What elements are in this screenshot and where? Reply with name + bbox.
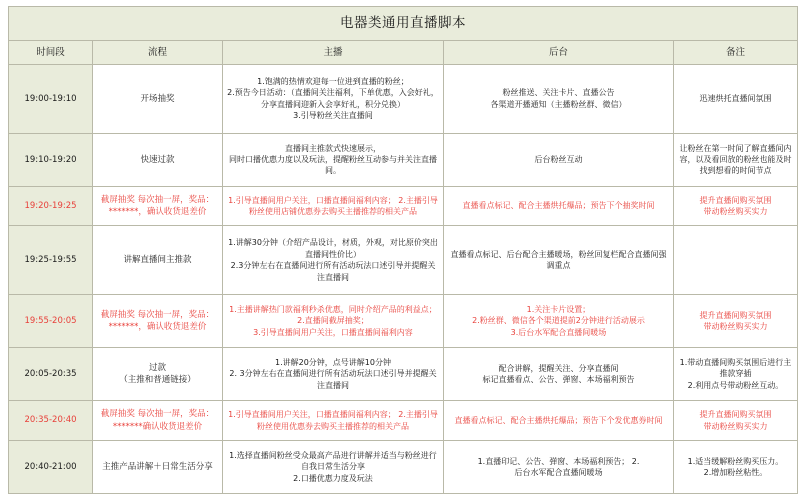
cell-host (223, 401, 444, 441)
cell-backstage-text: 后台粉丝互动 (534, 154, 583, 164)
cell-host-text: 1.引导直播间用户关注，口播直播间福利内容； 2.主播引导粉丝使用优惠券去购买主播推荐的相关产品 (228, 410, 438, 431)
cell-flow (93, 226, 223, 295)
cell-note (674, 294, 798, 347)
cell-note-text: 1.带动直播间购买氛围后进行主推款穿插 2.利用点号带动粉丝互动。 (679, 358, 792, 390)
cell-note (674, 440, 798, 493)
table-row (9, 133, 798, 186)
cell-time (9, 133, 93, 186)
cell-flow-text: 截屏抽奖 每次抽一屏，奖品：*******，确认收货退差价 (100, 309, 215, 332)
cell-time-text: 19:10-19:20 (24, 154, 77, 165)
cell-note (674, 65, 798, 134)
cell-host (223, 186, 444, 226)
cell-flow-text: 开场抽奖 (140, 93, 175, 104)
table-row (9, 401, 798, 441)
cell-host-text: 1.选择直播间粉丝受众最高产品进行讲解并适当与粉丝进行自我日常生活分享 2.口播优惠力度及玩法 (229, 450, 437, 483)
cell-flow-text: 讲解直播间主推款 (123, 255, 192, 266)
cell-host-text: 1.主播讲解热门款福利秒杀优惠，同时介绍产品的利益点； 2.直播间截屏抽奖； 3.引导直播间用户关注，口播直播间福利内容 (229, 304, 437, 337)
cell-note-text: 提升直播间购买氛围 带动粉丝购买实力 (699, 410, 772, 431)
cell-host-text: 1.讲解30分钟（介绍产品设计，材质，外观，对比原价突出直播间性价比） 2.3分钟左右在直播间进行所有活动玩法口述引导并提醒关注直播间 (228, 238, 438, 282)
cell-flow-text: 过款 （主推和普通链接） (119, 363, 196, 386)
column-header-note: 备注 (674, 41, 798, 65)
table-body (9, 65, 798, 494)
cell-backstage (444, 65, 674, 134)
cell-time-text: 19:00-19:10 (24, 93, 77, 104)
table-row (9, 348, 798, 401)
table-row (9, 226, 798, 295)
page-title: 电器类通用直播脚本 (9, 7, 798, 41)
cell-flow (93, 440, 223, 493)
cell-backstage-text: 粉丝推送、关注卡片、直播公告 各渠道开播通知（主播粉丝群、微信） (490, 88, 627, 109)
cell-note-text: 1.适当缓解粉丝购买压力。 2.增加粉丝粘性。 (687, 456, 784, 477)
cell-time (9, 440, 93, 493)
cell-flow (93, 186, 223, 226)
cell-host (223, 294, 444, 347)
cell-time-text: 19:25-19:55 (24, 255, 77, 266)
cell-host-text: 直播间主推款式快速展示， 同时口播优惠力度以及玩法，提醒粉丝互动参与并关注直播间。 (229, 143, 437, 176)
cell-backstage-text: 1.直播印记、公告、弹窗、本场福利预告； 2. 后台水军配合直播间暖场 (477, 456, 640, 477)
cell-time (9, 65, 93, 134)
cell-time-text: 19:20-19:25 (24, 201, 77, 211)
cell-time (9, 294, 93, 347)
cell-note-text: 让粉丝在第一时间了解直播间内容，以及看回放的粉丝也能及时找到想看的时间节点 (679, 143, 792, 176)
live-script-table (8, 6, 798, 494)
table-row (9, 65, 798, 134)
cell-backstage-text: 配合讲解，提醒关注、分享直播间 标记直播看点、公告、弹窗、本场福利预告 (482, 363, 635, 385)
cell-note (674, 186, 798, 226)
table-head (9, 7, 798, 65)
table-row (9, 440, 798, 493)
cell-note-text: 提升直播间购买氛围 带动粉丝购买实力 (699, 310, 772, 331)
cell-backstage-text: 直播看点标记、后台配合主播暖场，粉丝回复栏配合直播间强调重点 (450, 249, 667, 271)
cell-backstage (444, 186, 674, 226)
cell-time (9, 186, 93, 226)
cell-host-text: 1.讲解20分钟，点号讲解10分钟 2. 3分钟左右在直播间进行所有活动玩法口述引导并提醒关注直播间 (229, 358, 437, 390)
cell-backstage (444, 440, 674, 493)
cell-backstage (444, 133, 674, 186)
cell-flow-text: 主推产品讲解＋日常生活分享 (102, 461, 213, 472)
cell-flow (93, 294, 223, 347)
cell-note (674, 348, 798, 401)
cell-note (674, 401, 798, 441)
cell-flow (93, 133, 223, 186)
cell-backstage (444, 401, 674, 441)
cell-flow (93, 348, 223, 401)
cell-host (223, 348, 444, 401)
cell-host-text: 1.引导直播间用户关注，口播直播间福利内容； 2.主播引导粉丝使用店铺优惠券去购买主播推荐的相关产品 (228, 195, 438, 217)
cell-backstage (444, 348, 674, 401)
column-header-backstage: 后台 (444, 41, 674, 65)
cell-flow-text: 截屏抽奖 每次抽一屏，奖品：*******确认收货退差价 (100, 409, 215, 432)
table-row (9, 294, 798, 347)
cell-backstage-text: 直播看点标记、配合主播烘托爆品；预告下个发优惠券时间 (454, 415, 663, 425)
cell-note-text: 提升直播间购买氛围 带动粉丝购买实力 (699, 195, 772, 217)
cell-host (223, 65, 444, 134)
column-header-time: 时间段 (9, 41, 93, 65)
cell-flow (93, 401, 223, 441)
cell-note (674, 226, 798, 295)
cell-time-text: 20:35-20:40 (24, 415, 77, 426)
cell-note-text: 迅速烘托直播间氛围 (699, 94, 772, 104)
live-script-table-wrapper (8, 6, 797, 494)
cell-time (9, 226, 93, 295)
cell-host (223, 226, 444, 295)
cell-time-text: 20:05-20:35 (24, 369, 77, 380)
cell-note (674, 133, 798, 186)
cell-backstage (444, 294, 674, 347)
column-header-host: 主播 (223, 41, 444, 65)
table-row (9, 186, 798, 226)
cell-backstage-text: 1.关注卡片设置； 2.粉丝群、微信各个渠道提前2分钟进行活动展示 3.后台水军配合直播间暖场 (472, 304, 645, 337)
cell-host (223, 440, 444, 493)
cell-time (9, 348, 93, 401)
cell-flow-text: 快速过款 (140, 154, 175, 165)
column-header-flow: 流程 (93, 41, 223, 65)
cell-time-text: 19:55-20:05 (24, 315, 77, 326)
cell-host-text: 1.饱满的热情欢迎每一位进到直播的粉丝； 2.预告今日活动：（直播间关注福利，下单优惠，入会好礼，分享直播间迎新入会享好礼，积分兑换） 3.引导粉丝关注直播间 (227, 77, 439, 121)
title-row (9, 7, 798, 41)
column-header-row (9, 41, 798, 65)
cell-time (9, 401, 93, 441)
cell-host (223, 133, 444, 186)
cell-time-text: 20:40-21:00 (24, 461, 77, 472)
cell-flow-text: 截屏抽奖 每次抽一屏，奖品：*******，确认收货退差价 (100, 194, 215, 218)
cell-backstage (444, 226, 674, 295)
cell-backstage-text: 直播看点标记、配合主播烘托爆品；预告下个抽奖时间 (462, 201, 655, 211)
cell-flow (93, 65, 223, 134)
